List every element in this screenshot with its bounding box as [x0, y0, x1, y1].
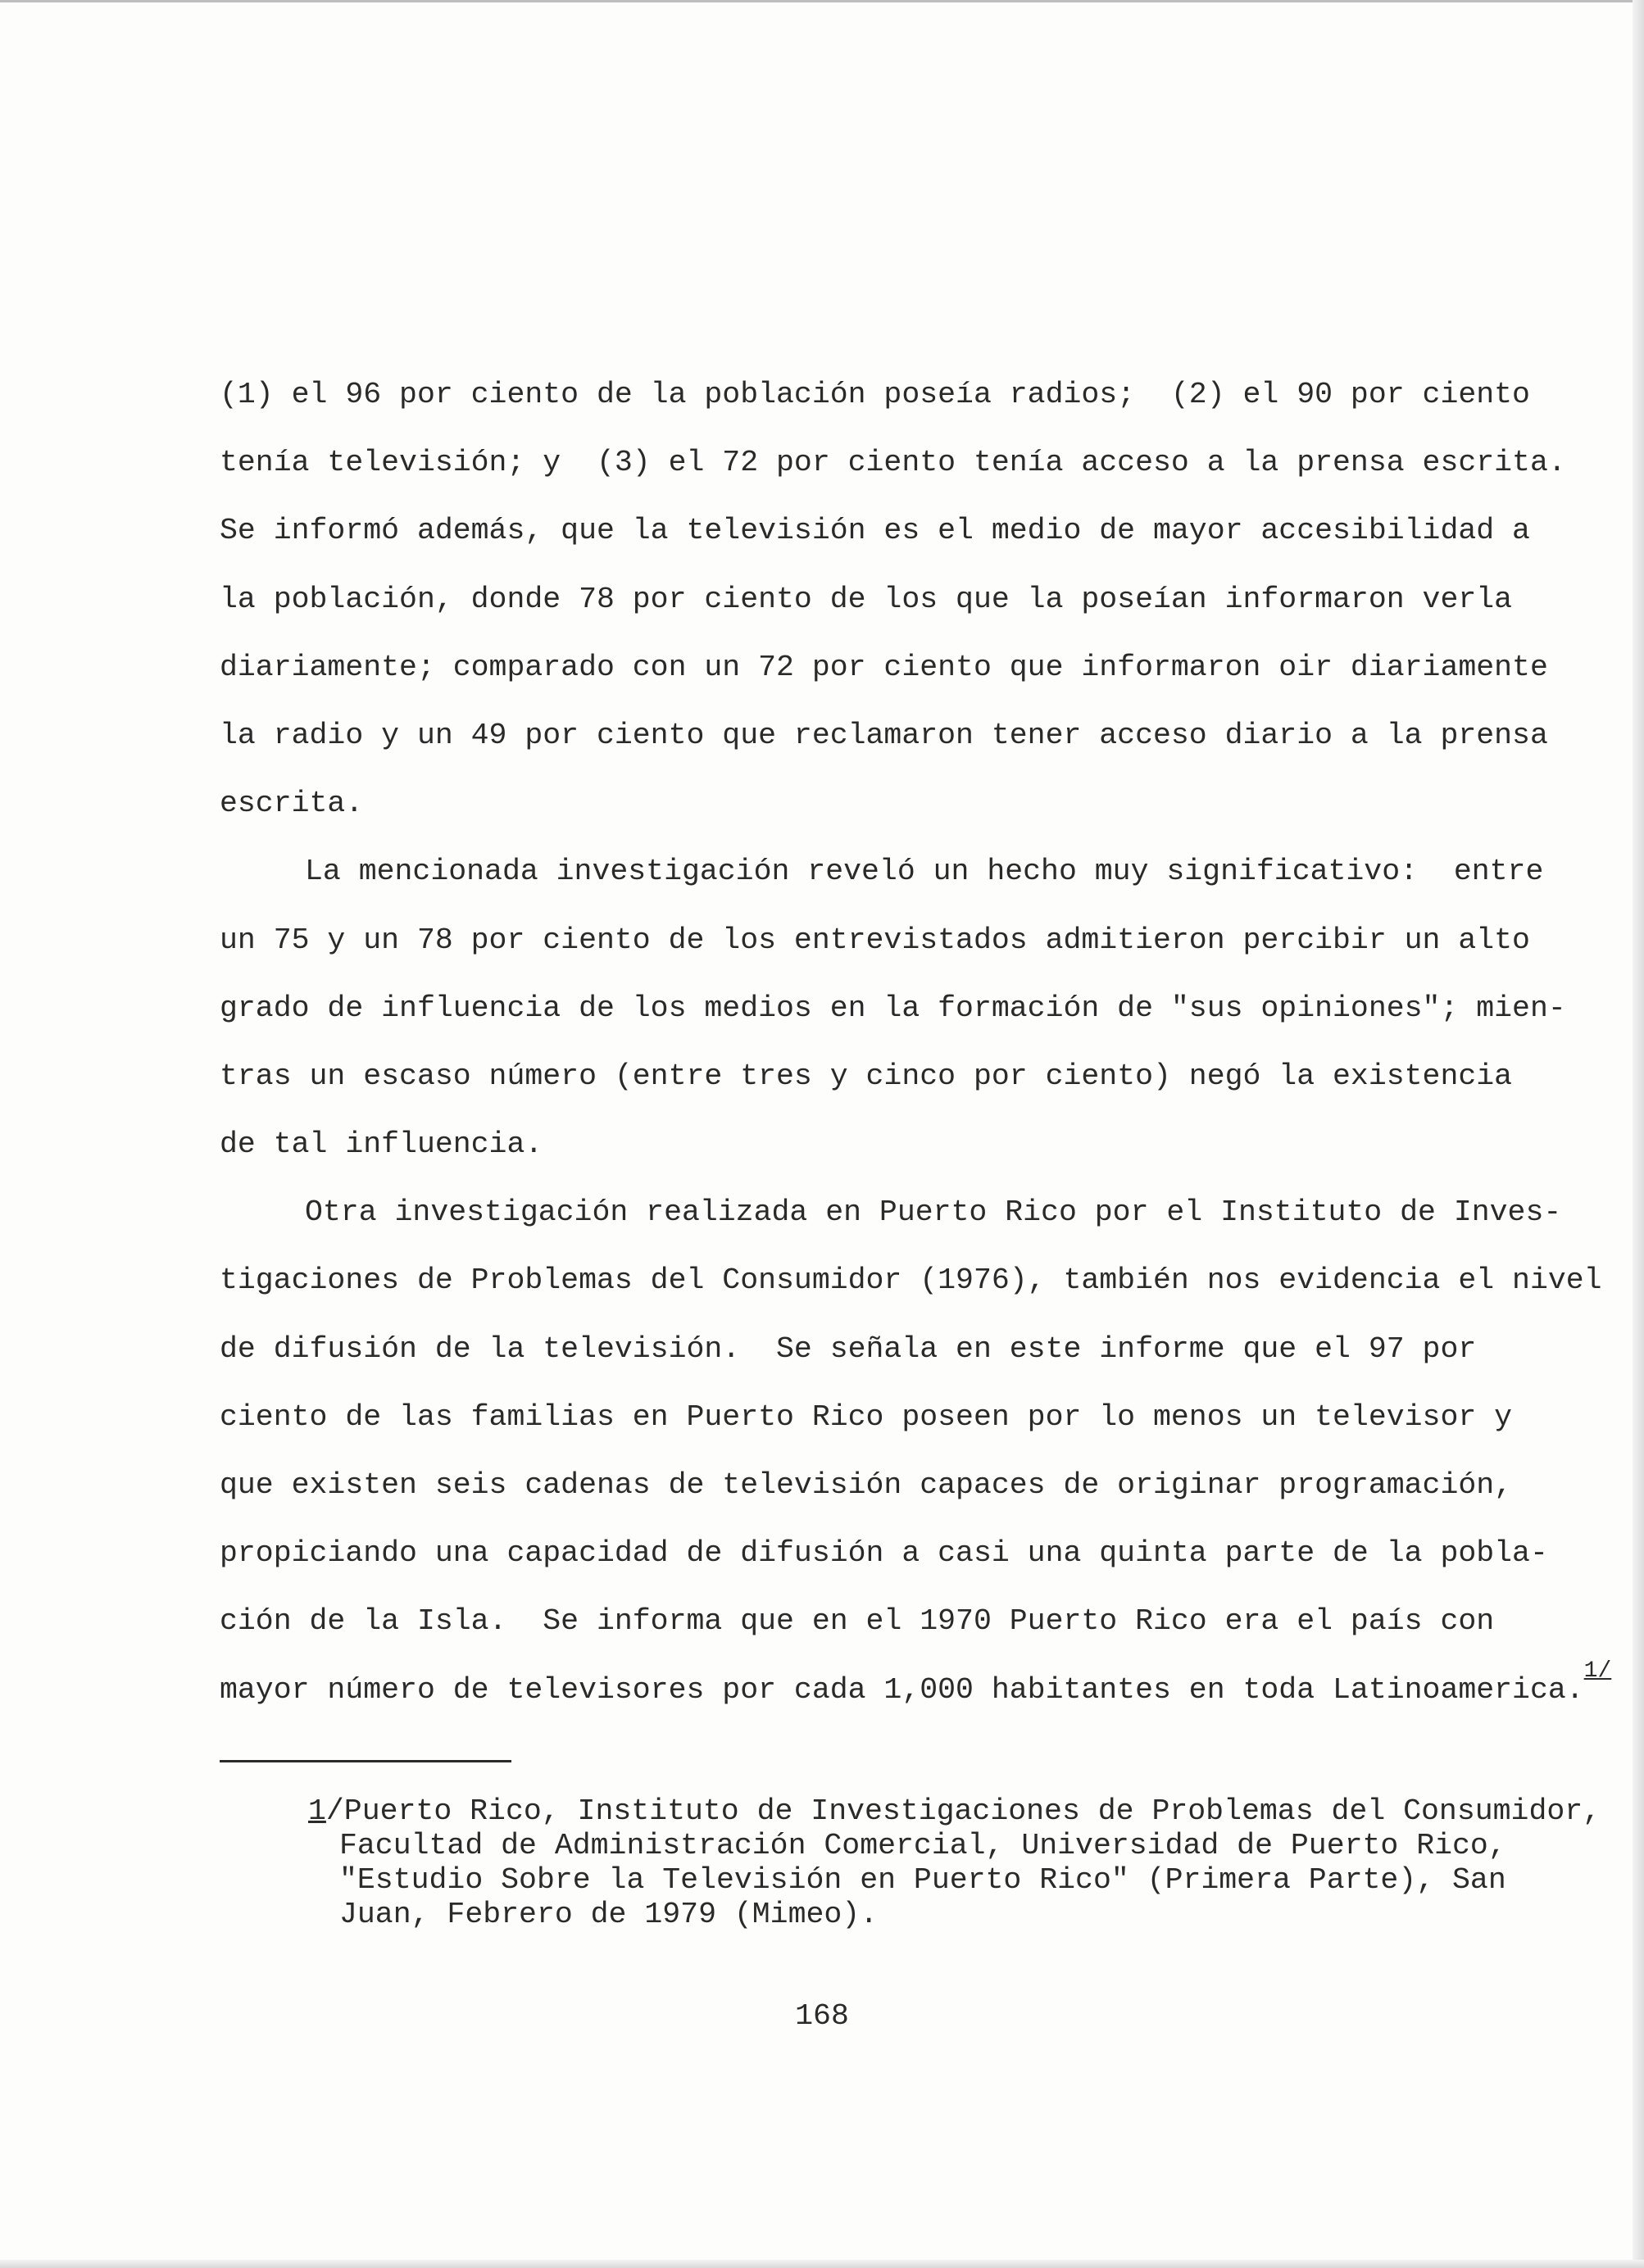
paragraph-line-with-footnote: [220, 1656, 1612, 1724]
page-number: 168: [795, 1999, 849, 2033]
paragraph-line: de tal influencia.: [220, 1127, 543, 1162]
paragraph-line: la población, donde 78 por ciento de los que la poseían informaron verla: [220, 582, 1513, 616]
paragraph-line: la radio y un 49 por ciento que reclamaron tener acceso diario a la prensa: [220, 718, 1548, 752]
paragraph-line: tras un escaso número (entre tres y cinco por ciento) negó la existencia: [220, 1059, 1513, 1093]
paragraph-line: tigaciones de Problemas del Consumidor (1976), también nos evidencia el nivel: [220, 1263, 1602, 1298]
paragraph-line: de difusión de la televisión. Se señala en este informe que el 97 por: [220, 1331, 1477, 1366]
footnote-reference[interactable]: 1/: [1583, 1658, 1612, 1684]
footnote-line: [308, 1794, 1601, 1829]
paragraph-line: ciento de las familias en Puerto Rico poseen por lo menos un televisor y: [220, 1399, 1513, 1434]
paragraph-line: Se informó además, que la televisión es el medio de mayor accesibilidad a: [220, 514, 1530, 548]
footnote-number: 1: [308, 1794, 326, 1828]
footnote-line: Facultad de Administración Comercial, Universidad de Puerto Rico,: [339, 1829, 1506, 1862]
paragraph-line: un 75 y un 78 por ciento de los entrevistados admitieron percibir un alto: [220, 923, 1530, 957]
paragraph-line: propiciando una capacidad de difusión a casi una quinta parte de la pobla-: [220, 1536, 1548, 1571]
body-text: [220, 361, 1612, 1724]
paragraph-line: escrita.: [220, 787, 364, 821]
scan-edge-top: [0, 0, 1644, 2]
paragraph-line: tenía televisión; y (3) el 72 por ciento tenía acceso a la prensa escrita.: [220, 446, 1566, 480]
footnote-line: Juan, Febrero de 1979 (Mimeo).: [339, 1898, 879, 1931]
paragraph-line: La mencionada investigación reveló un hecho muy significativo: entre: [305, 855, 1544, 889]
paragraph-line: grado de influencia de los medios en la formación de "sus opiniones"; mien-: [220, 991, 1566, 1025]
scan-edge-right: [1633, 0, 1644, 2268]
footnote-line: "Estudio Sobre la Televisión en Puerto Rico" (Primera Parte), San: [339, 1863, 1506, 1897]
footnote-divider: [220, 1760, 511, 1762]
paragraph-3: [220, 1178, 1612, 1724]
paragraph-line: Otra investigación realizada en Puerto Rico por el Instituto de Inves-: [305, 1195, 1562, 1230]
footnote: [308, 1794, 1601, 1932]
paragraph-line: diariamente; comparado con un 72 por ciento que informaron oir diariamente: [220, 650, 1548, 684]
paragraph-1: [220, 361, 1566, 837]
paragraph-line: ción de la Isla. Se informa que en el 1970 Puerto Rico era el país con: [220, 1604, 1495, 1639]
paragraph-line: que existen seis cadenas de televisión capaces de originar programación,: [220, 1468, 1513, 1502]
scan-edge-bottom: [0, 2260, 1644, 2268]
paragraph-2: [220, 837, 1566, 1178]
paragraph-line: (1) el 96 por ciento de la población poseía radios; (2) el 90 por ciento: [220, 378, 1530, 411]
paragraph-line-text: mayor número de televisores por cada 1,000 habitantes en toda Latinoamerica.: [220, 1672, 1584, 1707]
footnote-text: /Puerto Rico, Instituto de Investigaciones de Problemas del Consumidor,: [325, 1794, 1601, 1828]
